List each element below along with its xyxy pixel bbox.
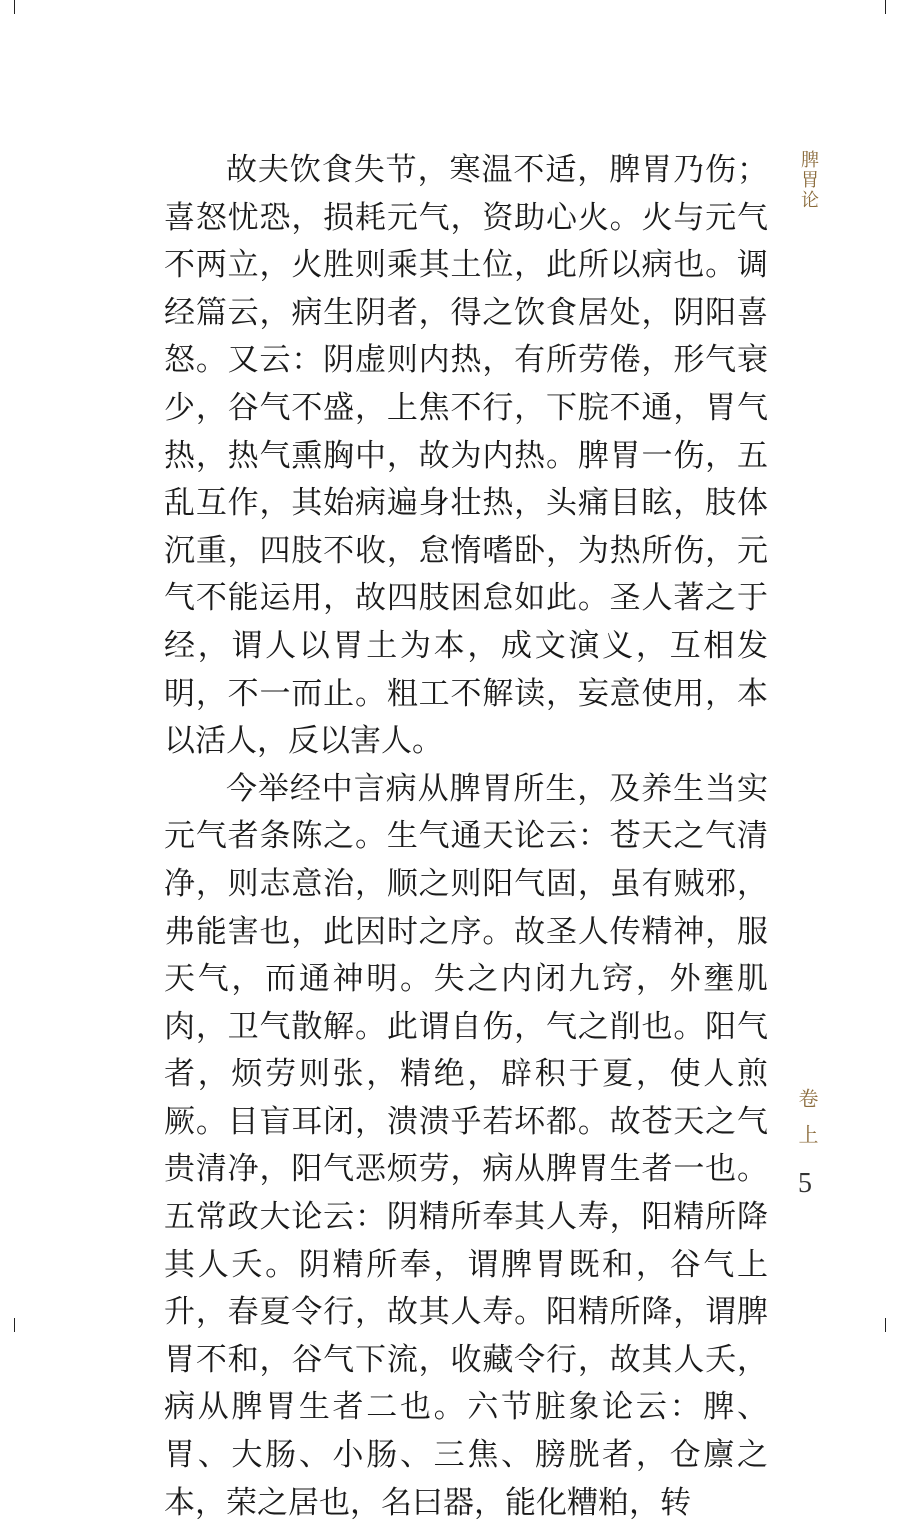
crop-mark-bottom-left (14, 1318, 15, 1332)
page-number: 5 (798, 1168, 812, 1199)
body-text (164, 147, 768, 1527)
running-header-book-title: 脾胃论 (798, 150, 819, 210)
paragraph-2: 今举经中言病从脾胃所生，及养生当实元气者条陈之。生气通天论云：苍天之气清净，则志意治，顺之则阳气固，虽有贼邪，弗能害也，此因时之序。故圣人传精神，服天气，而通神明。失之内闭九窍，外壅肌肉，卫气散解。此谓自伤，气之削也。阳气者，烦劳则张，精绝，辟积于夏，使人煎厥。目盲耳闭，溃溃乎若坏都。故苍天之气贵清净，阳气恶烦劳，病从脾胃生者一也。五常政大论云：阴精所奉其人寿，阳精所降其人夭。阴精所奉，谓脾胃既和，谷气上升，春夏令行，故其人寿。阳精所降，谓脾胃不和，谷气下流，收藏令行，故其人夭，病从脾胃生者二也。六节脏象论云：脾、胃、大肠、小肠、三焦、膀胱者，仓廪之本，荣之居也，名曰器，能化糟粕，转 (164, 770, 768, 1521)
paragraph-1: 故夫饮食失节，寒温不适，脾胃乃伤；喜怒忧恐，损耗元气，资助心火。火与元气不两立，火胜则乘其土位，此所以病也。调经篇云，病生阴者，得之饮食居处，阴阳喜怒。又云：阴虚则内热，有所劳倦，形气衰少，谷气不盛，上焦不行，下脘不通，胃气热，热气熏胸中，故为内热。脾胃一伤，五乱互作，其始病遍身壮热，头痛目眩，肢体沉重，四肢不收，怠惰嗜卧，为热所伤，元气不能运用，故四肢困怠如此。圣人著之于经，谓人以胃土为本，成文演义，互相发明，不一而止。粗工不解读，妄意使用，本以活人，反以害人。 (164, 152, 768, 760)
crop-mark-top-right (885, 0, 886, 14)
crop-mark-bottom-right (885, 1318, 886, 1332)
running-header-volume: 卷上 (795, 1088, 819, 1160)
crop-mark-top-left (14, 0, 15, 14)
